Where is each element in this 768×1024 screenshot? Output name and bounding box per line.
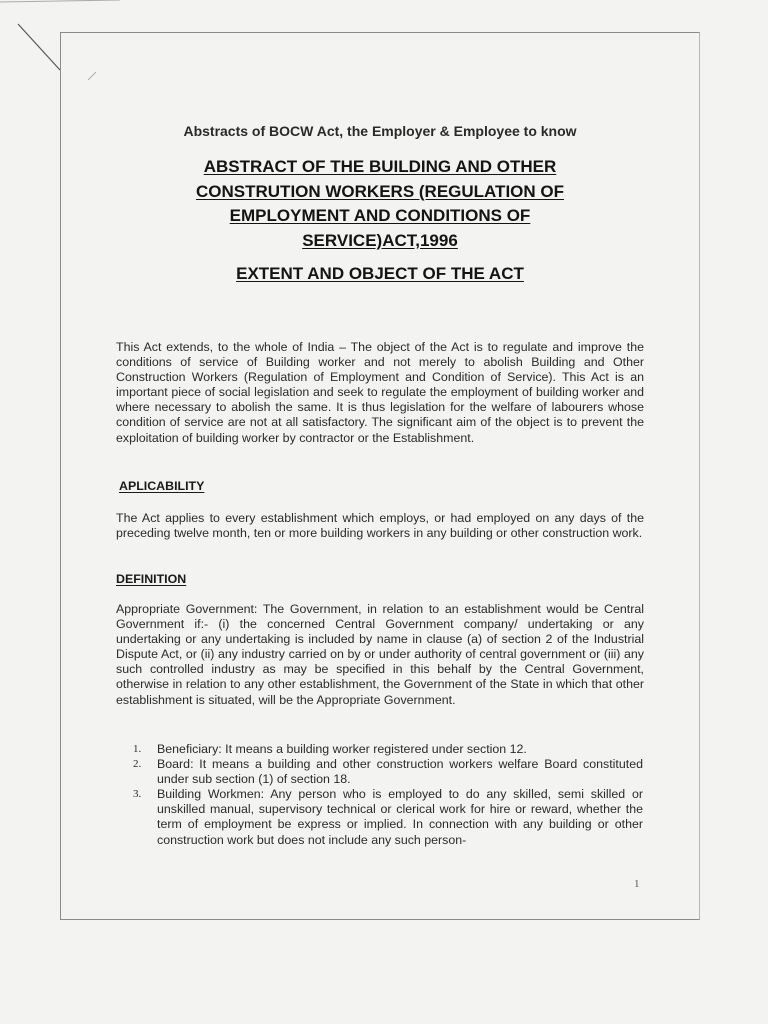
document-subtitle: Abstracts of BOCW Act, the Employer & Employee to know: [183, 123, 577, 139]
list-item-number: 1.: [133, 743, 142, 755]
definition-paragraph: Appropriate Government: The Government, in relation to an establishment would be Central Government if:- (i) the concerned Central Government company/ undertaking or any undertaking or any undertaking is included by name in clause (a) of section 2 of the Industrial Dispute Act, or (ii) any industry carried on by or under authority of central government or (iii) any such controlled industry as may be specified in this behalf by the Central Government, otherwise in relation to any other establishment, the Government of the State in which that other establishment is situated, will be the Appropriate Government.: [116, 602, 644, 707]
applicability-paragraph: The Act applies to every establishment which employs, or had employed on any days of the preceding twelve month, ten or more building workers in any building or other construction work.: [116, 511, 644, 541]
title-line: CONSTRUTION WORKERS (REGULATION OF: [196, 181, 564, 201]
document-title: [60, 155, 700, 253]
list-item-text: Beneficiary: It means a building worker registered under section 12.: [157, 742, 527, 756]
list-item-text: Building Workmen: Any person who is employed to do any skilled, semi skilled or unskilled manual, supervisory technical or clerical work for hire or reward, whether the term of employment be express or implied. In connection with any building or other construction work but does not include any such person-: [157, 787, 643, 847]
definition-heading: DEFINITION: [116, 572, 187, 586]
list-item: [133, 757, 643, 787]
list-item-number: 2.: [133, 758, 142, 771]
intro-paragraph: This Act extends, to the whole of India – The object of the Act is to regulate and improve the conditions of service of Building worker and not merely to abolish Building and Other Construction Workers (Regulation of Employment and Condition of Service). This Act is an important piece of social legislation and seek to regulate the employment of building worker and where necessary to abolish the same. It is thus legislation for the welfare of labourers whose condition of service are not at all satisfactory. The significant aim of the object is to prevent the exploitation of building worker by contractor or the Establishment.: [116, 340, 644, 445]
page-number: 1: [634, 878, 640, 890]
applicability-heading: APLICABILITY: [119, 479, 205, 493]
section-title: EXTENT AND OBJECT OF THE ACT: [236, 264, 524, 283]
list-item: [133, 742, 643, 757]
list-item: [133, 787, 643, 847]
title-line: EMPLOYMENT AND CONDITIONS OF: [229, 206, 531, 225]
definition-list: [133, 742, 643, 848]
title-line: SERVICE)ACT,1996: [302, 230, 458, 250]
title-line: ABSTRACT OF THE BUILDING AND OTHER: [203, 157, 557, 176]
list-item-number: 3.: [133, 788, 142, 801]
list-item-text: Board: It means a building and other construction workers welfare Board constituted under sub section (1) of section 18.: [157, 757, 643, 787]
